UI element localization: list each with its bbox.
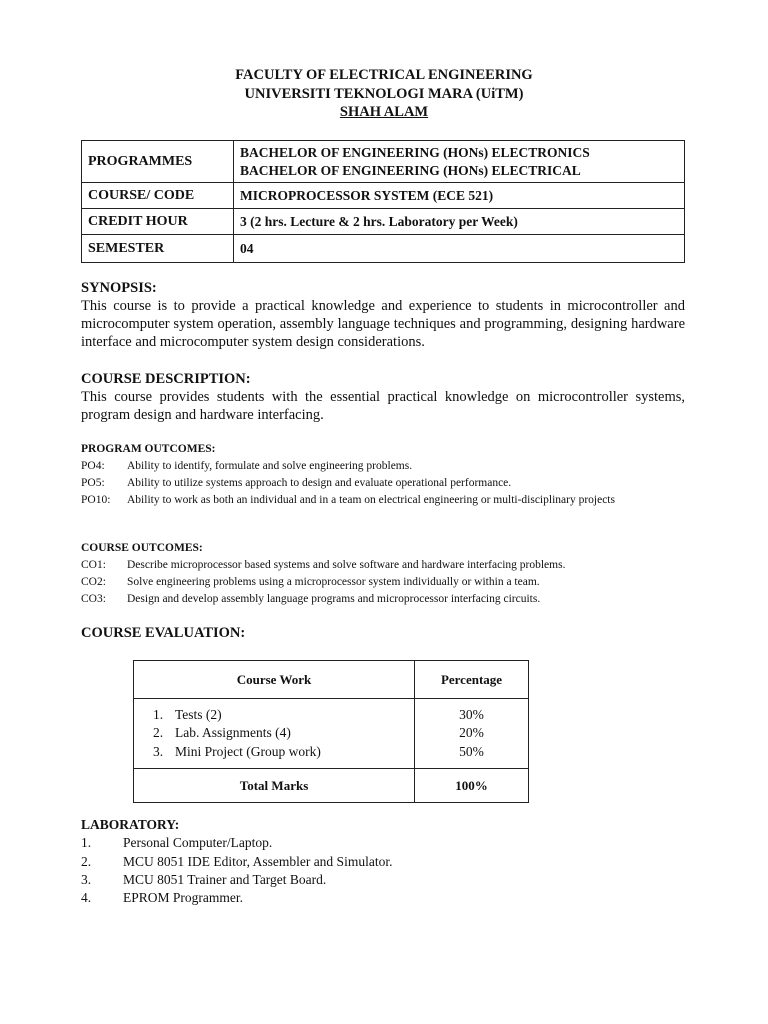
programmes-label: PROGRAMMES bbox=[82, 141, 234, 183]
outcome-text: Ability to utilize systems approach to design and evaluate operational performance. bbox=[127, 477, 512, 489]
programme-electrical: BACHELOR OF ENGINEERING (HONs) ELECTRICAL bbox=[240, 162, 581, 178]
synopsis-text: This course is to provide a practical knowledge and experience to students in microcontroller and microcomputer system operation, assembly language techniques and programming, designing hardware interface and microcomputer system design considerations. bbox=[81, 298, 685, 350]
percentage-value: 50% bbox=[459, 743, 484, 759]
program-outcomes-section bbox=[81, 441, 685, 509]
programme-electronics: BACHELOR OF ENGINEERING (HONs) ELECTRONICS bbox=[240, 144, 590, 160]
course-work-header: Course Work bbox=[134, 661, 415, 699]
laboratory-section bbox=[81, 816, 392, 907]
percentage-list bbox=[415, 699, 529, 769]
outcome-code: CO1: bbox=[81, 559, 106, 571]
outcome-code: PO4: bbox=[81, 460, 105, 472]
synopsis-section bbox=[81, 279, 685, 351]
program-outcomes-heading: PROGRAM OUTCOMES: bbox=[81, 443, 216, 455]
credit-hour-row bbox=[82, 209, 685, 235]
program-outcome-item bbox=[81, 492, 685, 509]
program-outcome-item bbox=[81, 458, 685, 475]
total-marks-value: 100% bbox=[415, 769, 529, 803]
course-outcome-item bbox=[81, 557, 685, 574]
course-info-table bbox=[81, 140, 685, 263]
outcome-text: Ability to identify, formulate and solve engineering problems. bbox=[127, 460, 413, 472]
outcome-text: Describe microprocessor based systems and solve software and hardware interfacing problems. bbox=[127, 559, 566, 571]
percentage-value: 20% bbox=[459, 725, 484, 741]
course-outcome-item bbox=[81, 574, 685, 591]
laboratory-item: 3. MCU 8051 Trainer and Target Board. bbox=[81, 871, 327, 887]
evaluation-table bbox=[133, 660, 529, 803]
programmes-row bbox=[82, 141, 685, 183]
document-header bbox=[0, 66, 768, 122]
outcome-text: Design and develop assembly language programs and microprocessor interfacing circuits. bbox=[127, 593, 541, 605]
course-code-label: COURSE/ CODE bbox=[82, 183, 234, 209]
percentage-value: 30% bbox=[459, 706, 484, 722]
course-outcomes-section bbox=[81, 540, 685, 608]
programmes-value bbox=[234, 141, 685, 183]
course-code-value: MICROPROCESSOR SYSTEM (ECE 521) bbox=[234, 183, 685, 209]
description-section bbox=[81, 370, 685, 424]
credit-hour-value: 3 (2 hrs. Lecture & 2 hrs. Laboratory per Week) bbox=[234, 209, 685, 235]
outcome-code: CO3: bbox=[81, 593, 106, 605]
evaluation-items-row bbox=[134, 699, 529, 769]
course-outcome-item bbox=[81, 591, 685, 608]
evaluation-header-row bbox=[134, 661, 529, 699]
faculty-title: FACULTY OF ELECTRICAL ENGINEERING bbox=[235, 67, 533, 83]
semester-label: SEMESTER bbox=[82, 235, 234, 263]
description-heading: COURSE DESCRIPTION: bbox=[81, 371, 251, 387]
semester-row bbox=[82, 235, 685, 263]
course-work-item: 1. Tests (2) bbox=[153, 706, 222, 722]
laboratory-item: 1. Personal Computer/Laptop. bbox=[81, 835, 273, 851]
description-text: This course provides students with the essential practical knowledge on microcontroller systems, program design and hardware interfacing. bbox=[81, 389, 685, 423]
course-work-item: 3. Mini Project (Group work) bbox=[153, 743, 321, 759]
program-outcome-item bbox=[81, 475, 685, 492]
outcome-code: CO2: bbox=[81, 576, 106, 588]
laboratory-item: 2. MCU 8051 IDE Editor, Assembler and Simulator. bbox=[81, 853, 393, 869]
outcome-code: PO10: bbox=[81, 494, 111, 506]
course-work-list bbox=[134, 699, 415, 769]
outcome-text: Solve engineering problems using a microprocessor system individually or within a team. bbox=[127, 576, 540, 588]
evaluation-heading: COURSE EVALUATION: bbox=[81, 625, 246, 641]
outcome-text: Ability to work as both an individual and in a team on electrical engineering or multi-disciplinary projects bbox=[127, 494, 615, 506]
course-outcomes-heading: COURSE OUTCOMES: bbox=[81, 542, 203, 554]
campus-title: SHAH ALAM bbox=[339, 104, 429, 120]
evaluation-total-row bbox=[134, 769, 529, 803]
course-code-row bbox=[82, 183, 685, 209]
total-marks-label: Total Marks bbox=[134, 769, 415, 803]
university-title: UNIVERSITI TEKNOLOGI MARA (UiTM) bbox=[244, 85, 524, 102]
course-work-item: 2. Lab. Assignments (4) bbox=[153, 725, 291, 741]
credit-hour-label: CREDIT HOUR bbox=[82, 209, 234, 235]
semester-value: 04 bbox=[234, 235, 685, 263]
percentage-header: Percentage bbox=[415, 661, 529, 699]
outcome-code: PO5: bbox=[81, 477, 105, 489]
synopsis-heading: SYNOPSIS: bbox=[81, 280, 157, 296]
laboratory-item: 4. EPROM Programmer. bbox=[81, 890, 243, 906]
laboratory-heading: LABORATORY: bbox=[81, 817, 180, 832]
